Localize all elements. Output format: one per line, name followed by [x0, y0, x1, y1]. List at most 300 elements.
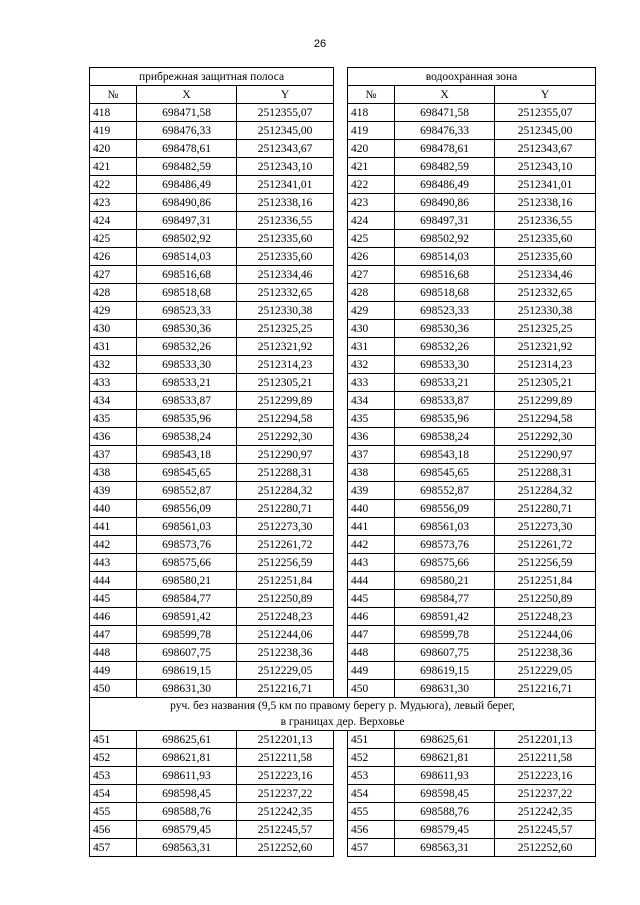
right-y-value: 2512211,58	[495, 749, 596, 767]
left-point-number: 440	[90, 500, 137, 518]
left-point-number: 432	[90, 356, 137, 374]
right-x-value: 698538,24	[395, 428, 495, 446]
table-row	[90, 821, 596, 839]
left-y-value: 2512238,36	[237, 644, 334, 662]
left-point-number: 437	[90, 446, 137, 464]
table-row	[90, 536, 596, 554]
left-y-value: 2512343,67	[237, 140, 334, 158]
left-table-title: прибрежная защитная полоса	[90, 68, 334, 86]
left-point-number: 446	[90, 608, 137, 626]
right-x-value: 698535,96	[395, 410, 495, 428]
right-y-value: 2512343,67	[495, 140, 596, 158]
left-x-value: 698591,42	[137, 608, 237, 626]
right-col-num-header: №	[348, 86, 395, 104]
column-gap	[334, 572, 348, 590]
right-y-value: 2512305,21	[495, 374, 596, 392]
left-x-value: 698535,96	[137, 410, 237, 428]
right-y-value: 2512299,89	[495, 392, 596, 410]
left-point-number: 443	[90, 554, 137, 572]
right-x-value: 698543,18	[395, 446, 495, 464]
right-point-number: 443	[348, 554, 395, 572]
left-y-value: 2512211,58	[237, 749, 334, 767]
left-x-value: 698543,18	[137, 446, 237, 464]
right-y-value: 2512229,05	[495, 662, 596, 680]
right-point-number: 445	[348, 590, 395, 608]
left-x-value: 698530,36	[137, 320, 237, 338]
right-x-value: 698497,31	[395, 212, 495, 230]
right-point-number: 455	[348, 803, 395, 821]
table-row	[90, 572, 596, 590]
column-gap	[334, 680, 348, 698]
right-x-value: 698579,45	[395, 821, 495, 839]
left-point-number: 435	[90, 410, 137, 428]
left-point-number: 427	[90, 266, 137, 284]
left-y-value: 2512284,32	[237, 482, 334, 500]
left-point-number: 436	[90, 428, 137, 446]
column-gap	[334, 392, 348, 410]
right-x-value: 698580,21	[395, 572, 495, 590]
right-y-value: 2512343,10	[495, 158, 596, 176]
left-point-number: 439	[90, 482, 137, 500]
section-title-line-1: руч. без названия (9,5 км по правому берегу р. Мудьюга), левый берег,	[170, 700, 515, 712]
left-y-value: 2512290,97	[237, 446, 334, 464]
left-y-value: 2512305,21	[237, 374, 334, 392]
column-gap	[334, 662, 348, 680]
left-y-value: 2512334,46	[237, 266, 334, 284]
right-point-number: 421	[348, 158, 395, 176]
left-point-number: 455	[90, 803, 137, 821]
right-y-value: 2512284,32	[495, 482, 596, 500]
right-point-number: 430	[348, 320, 395, 338]
table-row	[90, 374, 596, 392]
right-point-number: 420	[348, 140, 395, 158]
left-point-number: 444	[90, 572, 137, 590]
table-row	[90, 839, 596, 857]
table-row	[90, 140, 596, 158]
column-gap	[334, 284, 348, 302]
column-gap	[334, 536, 348, 554]
right-x-value: 698471,58	[395, 104, 495, 122]
left-point-number: 431	[90, 338, 137, 356]
table-row	[90, 104, 596, 122]
right-y-value: 2512355,07	[495, 104, 596, 122]
right-point-number: 431	[348, 338, 395, 356]
column-gap	[334, 194, 348, 212]
left-point-number: 420	[90, 140, 137, 158]
table-row	[90, 392, 596, 410]
column-gap	[334, 230, 348, 248]
left-y-value: 2512321,92	[237, 338, 334, 356]
right-x-value: 698573,76	[395, 536, 495, 554]
left-y-value: 2512229,05	[237, 662, 334, 680]
right-x-value: 698584,77	[395, 590, 495, 608]
right-x-value: 698490,86	[395, 194, 495, 212]
left-point-number: 422	[90, 176, 137, 194]
right-point-number: 448	[348, 644, 395, 662]
right-x-value: 698486,49	[395, 176, 495, 194]
left-point-number: 450	[90, 680, 137, 698]
table-row	[90, 749, 596, 767]
right-x-value: 698523,33	[395, 302, 495, 320]
table-row	[90, 212, 596, 230]
table-row	[90, 410, 596, 428]
left-y-value: 2512288,31	[237, 464, 334, 482]
right-col-x-header: X	[395, 86, 495, 104]
left-x-value: 698516,68	[137, 266, 237, 284]
right-y-value: 2512245,57	[495, 821, 596, 839]
left-x-value: 698523,33	[137, 302, 237, 320]
left-y-value: 2512332,65	[237, 284, 334, 302]
right-x-value: 698533,87	[395, 392, 495, 410]
page-number: 26	[313, 38, 327, 50]
right-point-number: 456	[348, 821, 395, 839]
section-title-line-2: в границах дер. Верховье	[280, 716, 405, 728]
right-point-number: 419	[348, 122, 395, 140]
left-y-value: 2512299,89	[237, 392, 334, 410]
column-gap	[334, 821, 348, 839]
left-x-value: 698486,49	[137, 176, 237, 194]
table-row	[90, 446, 596, 464]
left-y-value: 2512244,06	[237, 626, 334, 644]
left-y-value: 2512223,16	[237, 767, 334, 785]
left-y-value: 2512242,35	[237, 803, 334, 821]
left-point-number: 423	[90, 194, 137, 212]
right-x-value: 698625,61	[395, 731, 495, 749]
left-point-number: 452	[90, 749, 137, 767]
right-y-value: 2512292,30	[495, 428, 596, 446]
table-title-row	[90, 68, 596, 86]
left-x-value: 698545,65	[137, 464, 237, 482]
right-point-number: 433	[348, 374, 395, 392]
column-gap	[334, 122, 348, 140]
left-y-value: 2512335,60	[237, 248, 334, 266]
right-point-number: 429	[348, 302, 395, 320]
left-point-number: 428	[90, 284, 137, 302]
left-point-number: 449	[90, 662, 137, 680]
left-y-value: 2512345,00	[237, 122, 334, 140]
table-row	[90, 284, 596, 302]
left-y-value: 2512292,30	[237, 428, 334, 446]
table-row	[90, 248, 596, 266]
right-x-value: 698478,61	[395, 140, 495, 158]
table-row	[90, 590, 596, 608]
right-y-value: 2512223,16	[495, 767, 596, 785]
left-point-number: 429	[90, 302, 137, 320]
table-row	[90, 626, 596, 644]
right-point-number: 434	[348, 392, 395, 410]
right-point-number: 418	[348, 104, 395, 122]
left-y-value: 2512216,71	[237, 680, 334, 698]
table-row	[90, 158, 596, 176]
left-x-value: 698573,76	[137, 536, 237, 554]
table-row	[90, 122, 596, 140]
coordinates-table	[89, 67, 596, 857]
table-row	[90, 176, 596, 194]
section-title	[90, 698, 596, 731]
column-gap	[334, 749, 348, 767]
right-y-value: 2512325,25	[495, 320, 596, 338]
left-y-value: 2512245,57	[237, 821, 334, 839]
right-y-value: 2512335,60	[495, 248, 596, 266]
left-x-value: 698490,86	[137, 194, 237, 212]
left-x-value: 698611,93	[137, 767, 237, 785]
left-point-number: 445	[90, 590, 137, 608]
left-col-y-header: Y	[237, 86, 334, 104]
left-y-value: 2512341,01	[237, 176, 334, 194]
left-y-value: 2512237,22	[237, 785, 334, 803]
table-row	[90, 785, 596, 803]
column-gap	[334, 248, 348, 266]
left-x-value: 698482,59	[137, 158, 237, 176]
column-gap	[334, 767, 348, 785]
left-point-number: 438	[90, 464, 137, 482]
right-col-y-header: Y	[495, 86, 596, 104]
right-x-value: 698514,03	[395, 248, 495, 266]
left-point-number: 421	[90, 158, 137, 176]
column-gap	[334, 590, 348, 608]
table-row	[90, 230, 596, 248]
right-y-value: 2512216,71	[495, 680, 596, 698]
left-point-number: 441	[90, 518, 137, 536]
left-x-value: 698502,92	[137, 230, 237, 248]
right-point-number: 441	[348, 518, 395, 536]
left-y-value: 2512261,72	[237, 536, 334, 554]
right-y-value: 2512248,23	[495, 608, 596, 626]
table-row	[90, 482, 596, 500]
right-x-value: 698598,45	[395, 785, 495, 803]
left-x-value: 698538,24	[137, 428, 237, 446]
left-point-number: 454	[90, 785, 137, 803]
column-gap	[334, 608, 348, 626]
right-point-number: 439	[348, 482, 395, 500]
right-y-value: 2512335,60	[495, 230, 596, 248]
column-gap	[334, 374, 348, 392]
right-y-value: 2512330,38	[495, 302, 596, 320]
left-y-value: 2512343,10	[237, 158, 334, 176]
left-x-value: 698619,15	[137, 662, 237, 680]
left-point-number: 418	[90, 104, 137, 122]
left-y-value: 2512251,84	[237, 572, 334, 590]
left-y-value: 2512335,60	[237, 230, 334, 248]
table-row	[90, 356, 596, 374]
left-y-value: 2512248,23	[237, 608, 334, 626]
right-point-number: 447	[348, 626, 395, 644]
column-gap	[334, 554, 348, 572]
right-point-number: 449	[348, 662, 395, 680]
left-y-value: 2512336,55	[237, 212, 334, 230]
table-row	[90, 662, 596, 680]
column-gap	[334, 86, 348, 104]
left-x-value: 698556,09	[137, 500, 237, 518]
left-y-value: 2512273,30	[237, 518, 334, 536]
right-point-number: 440	[348, 500, 395, 518]
column-gap	[334, 212, 348, 230]
left-y-value: 2512252,60	[237, 839, 334, 857]
left-point-number: 447	[90, 626, 137, 644]
table-row	[90, 338, 596, 356]
left-x-value: 698625,61	[137, 731, 237, 749]
left-y-value: 2512256,59	[237, 554, 334, 572]
table-row	[90, 464, 596, 482]
table-row	[90, 731, 596, 749]
right-point-number: 446	[348, 608, 395, 626]
column-gap	[334, 803, 348, 821]
left-point-number: 433	[90, 374, 137, 392]
table-row	[90, 500, 596, 518]
left-x-value: 698552,87	[137, 482, 237, 500]
left-y-value: 2512250,89	[237, 590, 334, 608]
right-point-number: 424	[348, 212, 395, 230]
right-y-value: 2512273,30	[495, 518, 596, 536]
table-row	[90, 608, 596, 626]
column-gap	[334, 518, 348, 536]
column-gap	[334, 356, 348, 374]
column-header-row	[90, 86, 596, 104]
left-point-number: 424	[90, 212, 137, 230]
right-y-value: 2512288,31	[495, 464, 596, 482]
column-gap	[334, 302, 348, 320]
left-x-value: 698580,21	[137, 572, 237, 590]
column-gap	[334, 626, 348, 644]
left-y-value: 2512280,71	[237, 500, 334, 518]
left-x-value: 698478,61	[137, 140, 237, 158]
table-row	[90, 194, 596, 212]
right-table-title: водоохранная зона	[348, 68, 596, 86]
left-x-value: 698533,30	[137, 356, 237, 374]
column-gap	[334, 482, 348, 500]
left-x-value: 698607,75	[137, 644, 237, 662]
column-gap	[334, 104, 348, 122]
right-x-value: 698545,65	[395, 464, 495, 482]
left-y-value: 2512201,13	[237, 731, 334, 749]
right-x-value: 698588,76	[395, 803, 495, 821]
table-row	[90, 518, 596, 536]
column-gap	[334, 464, 348, 482]
left-y-value: 2512338,16	[237, 194, 334, 212]
right-x-value: 698619,15	[395, 662, 495, 680]
right-y-value: 2512338,16	[495, 194, 596, 212]
left-y-value: 2512325,25	[237, 320, 334, 338]
column-gap	[334, 446, 348, 464]
right-y-value: 2512242,35	[495, 803, 596, 821]
table-row	[90, 680, 596, 698]
right-x-value: 698532,26	[395, 338, 495, 356]
left-x-value: 698631,30	[137, 680, 237, 698]
left-col-x-header: X	[137, 86, 237, 104]
right-y-value: 2512341,01	[495, 176, 596, 194]
right-x-value: 698631,30	[395, 680, 495, 698]
column-gap	[334, 266, 348, 284]
left-x-value: 698518,68	[137, 284, 237, 302]
right-x-value: 698530,36	[395, 320, 495, 338]
left-point-number: 451	[90, 731, 137, 749]
right-y-value: 2512251,84	[495, 572, 596, 590]
right-x-value: 698563,31	[395, 839, 495, 857]
column-gap	[334, 410, 348, 428]
right-point-number: 432	[348, 356, 395, 374]
right-point-number: 425	[348, 230, 395, 248]
right-point-number: 454	[348, 785, 395, 803]
left-x-value: 698599,78	[137, 626, 237, 644]
right-y-value: 2512314,23	[495, 356, 596, 374]
right-point-number: 427	[348, 266, 395, 284]
right-y-value: 2512256,59	[495, 554, 596, 572]
section-title-row	[90, 698, 596, 731]
left-y-value: 2512330,38	[237, 302, 334, 320]
left-point-number: 453	[90, 767, 137, 785]
right-point-number: 426	[348, 248, 395, 266]
table-row	[90, 554, 596, 572]
right-y-value: 2512334,46	[495, 266, 596, 284]
right-x-value: 698611,93	[395, 767, 495, 785]
left-point-number: 425	[90, 230, 137, 248]
left-point-number: 426	[90, 248, 137, 266]
left-x-value: 698598,45	[137, 785, 237, 803]
right-y-value: 2512294,58	[495, 410, 596, 428]
right-point-number: 453	[348, 767, 395, 785]
column-gap	[334, 140, 348, 158]
right-x-value: 698476,33	[395, 122, 495, 140]
right-y-value: 2512244,06	[495, 626, 596, 644]
right-point-number: 435	[348, 410, 395, 428]
right-x-value: 698482,59	[395, 158, 495, 176]
column-gap	[334, 68, 348, 86]
right-point-number: 452	[348, 749, 395, 767]
table-row	[90, 803, 596, 821]
left-x-value: 698563,31	[137, 839, 237, 857]
right-point-number: 438	[348, 464, 395, 482]
right-x-value: 698621,81	[395, 749, 495, 767]
left-x-value: 698621,81	[137, 749, 237, 767]
left-point-number: 430	[90, 320, 137, 338]
column-gap	[334, 731, 348, 749]
right-y-value: 2512261,72	[495, 536, 596, 554]
column-gap	[334, 320, 348, 338]
left-point-number: 448	[90, 644, 137, 662]
right-y-value: 2512336,55	[495, 212, 596, 230]
left-x-value: 698588,76	[137, 803, 237, 821]
right-y-value: 2512238,36	[495, 644, 596, 662]
right-x-value: 698516,68	[395, 266, 495, 284]
right-point-number: 444	[348, 572, 395, 590]
left-y-value: 2512294,58	[237, 410, 334, 428]
left-y-value: 2512355,07	[237, 104, 334, 122]
right-point-number: 450	[348, 680, 395, 698]
right-x-value: 698575,66	[395, 554, 495, 572]
column-gap	[334, 785, 348, 803]
column-gap	[334, 176, 348, 194]
right-point-number: 442	[348, 536, 395, 554]
left-point-number: 457	[90, 839, 137, 857]
left-point-number: 442	[90, 536, 137, 554]
right-y-value: 2512252,60	[495, 839, 596, 857]
left-x-value: 698514,03	[137, 248, 237, 266]
right-y-value: 2512321,92	[495, 338, 596, 356]
left-x-value: 698476,33	[137, 122, 237, 140]
right-point-number: 457	[348, 839, 395, 857]
right-x-value: 698607,75	[395, 644, 495, 662]
right-point-number: 436	[348, 428, 395, 446]
right-y-value: 2512250,89	[495, 590, 596, 608]
table-row	[90, 302, 596, 320]
column-gap	[334, 644, 348, 662]
column-gap	[334, 500, 348, 518]
left-col-num-header: №	[90, 86, 137, 104]
column-gap	[334, 158, 348, 176]
right-point-number: 428	[348, 284, 395, 302]
table-row	[90, 644, 596, 662]
right-x-value: 698591,42	[395, 608, 495, 626]
